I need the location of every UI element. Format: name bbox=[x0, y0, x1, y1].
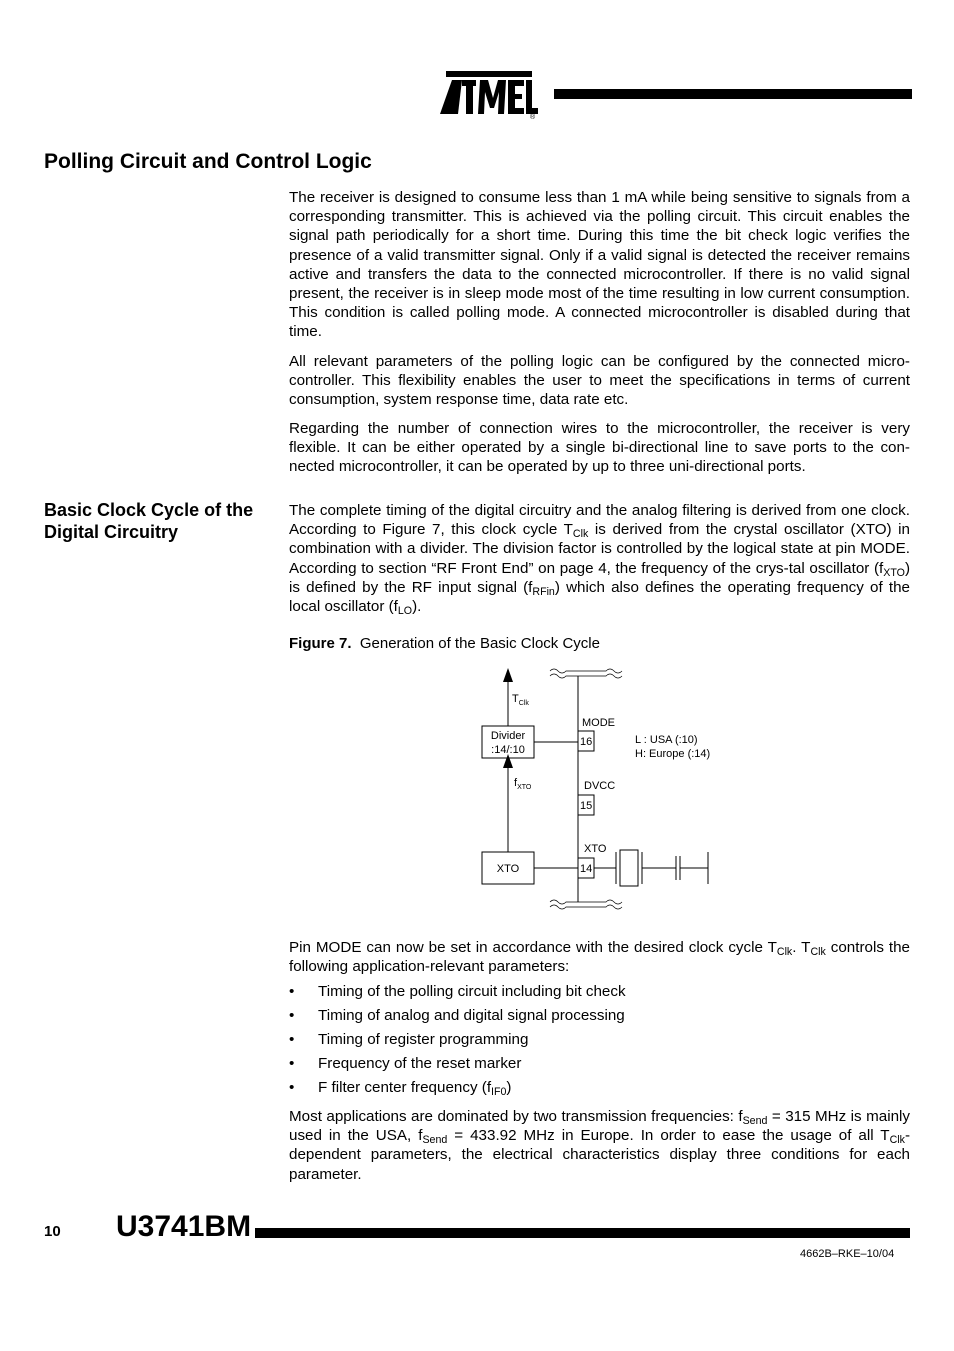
list-item: • Frequency of the reset marker bbox=[289, 1054, 889, 1078]
pin16-number: 16 bbox=[580, 736, 593, 748]
paragraph-polling-1: The receiver is designed to consume less than 1 mA while being sensitive to signals from a corresponding transmitter. This is achieved via the polling circuit. This circuit enables the signal path periodically for a short time. During this time the bit check logic verifies the presence of a valid transmitter signal. Only if a valid signal is detected the receiver remains active and transfers the data to the connected microcontroller. If there is no valid signal present, the receiver is in sleep mode most of the time resulting in low current consumption. This condition is called polling mode. A connected microcontroller is disabled during that time. bbox=[289, 189, 910, 341]
list-item: • Timing of the polling circuit including bit check bbox=[289, 982, 889, 1006]
document-code: 4662B–RKE–10/04 bbox=[800, 1248, 895, 1260]
tclk-label: $T_{Clk}$ bbox=[512, 693, 529, 707]
xto-block-label: XTO bbox=[496, 863, 520, 875]
paragraph-clock-2: Pin MODE can now be set in accordance with the desired clock cycle $T_{Clk}$. $T_{Clk}$ controls the following application-relevant parameters: bbox=[289, 939, 910, 976]
list-item: • Timing of analog and digital signal processing bbox=[289, 1006, 889, 1030]
fxto-arrowhead bbox=[503, 754, 513, 768]
section-title: Polling Circuit and Control Logic bbox=[44, 150, 372, 173]
part-number: U3741BM bbox=[116, 1210, 252, 1243]
list-item: • F filter center frequency $(f_{IF0})$ bbox=[289, 1078, 889, 1102]
paragraph-clock-1: The complete timing of the digital circuitry and the analog filtering is derived from one clock. According to Figure 7, this clock cycle $T_{Clk}$ is derived from the crystal oscillator (XTO) in combination with a divider. The division factor is controlled by the logical state at pin MODE. According to section “RF Front End” on page 4, the frequency of the crys-tal oscillator $(f_{XTO})$ is defined by the RF input signal $(f_{RFin})$ which also defines the operating frequency of the local oscillator $(f_{LO})$. bbox=[289, 502, 910, 618]
break-mark-top-2 bbox=[550, 674, 622, 678]
mode-low-note: L : USA (:10) bbox=[635, 734, 698, 746]
parameter-list bbox=[289, 982, 889, 1102]
mode-pin-label: MODE bbox=[582, 717, 615, 729]
xto-pin-label: XTO bbox=[584, 843, 607, 855]
paragraph-polling-3: Regarding the number of connection wires to the microcontroller, the receiver is very flexible. It can be either operated by a single bi-directional line to save ports to the con-nected microcontroller, it can be operated by up to three uni-directional ports. bbox=[289, 420, 910, 476]
subsection-title: Basic Clock Cycle of the Digital Circuitry bbox=[44, 500, 254, 542]
figure-caption-text: Generation of the Basic Clock Cycle bbox=[359, 635, 600, 652]
list-item: • Timing of register programming bbox=[289, 1030, 889, 1054]
atmel-logo bbox=[438, 68, 542, 120]
paragraph-polling-2: All relevant parameters of the polling logic can be configured by the connected micro-controller. This flexibility enables the user to meet the specifications in terms of current consumption, system response time, data rate etc. bbox=[289, 353, 910, 409]
figure-label: Figure 7. bbox=[289, 635, 352, 652]
footer-rule bbox=[255, 1228, 910, 1238]
figure-caption bbox=[289, 635, 600, 652]
fxto-label: $f_{XTO}$ bbox=[514, 777, 532, 791]
crystal-body bbox=[620, 850, 638, 886]
registered-mark: ® bbox=[530, 114, 536, 120]
pin15-number: 15 bbox=[580, 800, 593, 812]
mode-high-note: H: Europe (:14) bbox=[635, 748, 711, 760]
break-mark-bottom bbox=[550, 900, 622, 904]
page-number: 10 bbox=[44, 1223, 61, 1240]
header-rule bbox=[554, 89, 912, 99]
tclk-arrowhead bbox=[503, 668, 513, 682]
clock-cycle-diagram bbox=[470, 662, 730, 917]
break-mark-bottom-2 bbox=[550, 905, 622, 909]
divider-label-1: Divider bbox=[490, 730, 526, 742]
paragraph-clock-3: Most applications are dominated by two transmission frequencies: $f_{Send} = 315$ MHz is mainly used in the USA, $f_{Send} = 433.92$ MHz in Europe. In order to ease the usage of all $T_{Clk}$-dependent parameters, the electrical characteristics display three conditions for each parameter. bbox=[289, 1108, 910, 1183]
dvcc-pin-label: DVCC bbox=[584, 780, 616, 792]
divider-label-2: :14/:10 bbox=[491, 744, 525, 756]
break-mark-top bbox=[550, 669, 622, 673]
pin14-number: 14 bbox=[580, 863, 593, 875]
